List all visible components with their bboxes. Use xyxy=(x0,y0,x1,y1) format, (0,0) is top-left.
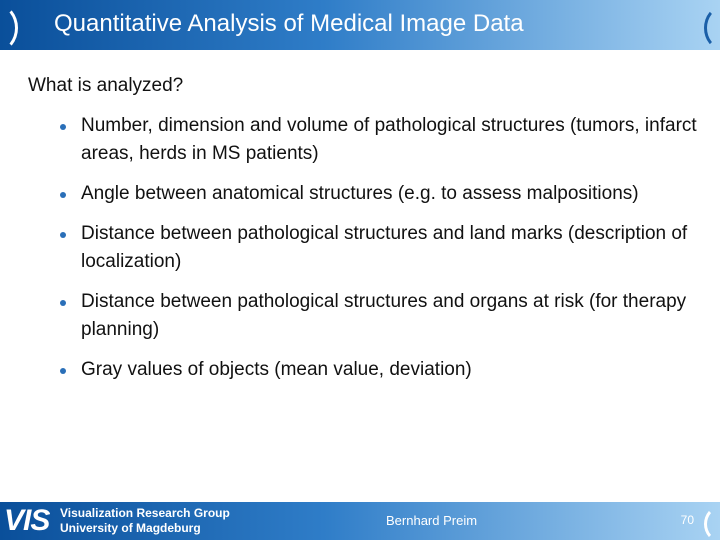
vis-logo: VIS xyxy=(4,504,50,537)
bullet-icon xyxy=(60,232,66,238)
title-bar xyxy=(0,0,720,50)
bullet-text: Distance between pathological structures and land marks (description of localization) xyxy=(81,223,688,272)
bullet-text: Number, dimension and volume of pathological structures (tumors, infarct areas, herds in MS patients) xyxy=(81,115,697,164)
decorative-arc xyxy=(704,506,720,542)
decorative-arc xyxy=(704,6,720,50)
bullet-item xyxy=(0,112,717,168)
bullet-list xyxy=(0,112,717,396)
bullet-text: Gray values of objects (mean value, deviation) xyxy=(81,359,472,380)
footer-bar xyxy=(0,502,720,540)
bullet-text: Angle between anatomical structures (e.g. to assess malpositions) xyxy=(81,183,639,204)
bullet-item xyxy=(0,220,717,276)
slide-title: Quantitative Analysis of Medical Image Data xyxy=(54,10,524,37)
bullet-text: Distance between pathological structures and organs at risk (for therapy planning) xyxy=(81,291,687,340)
bullet-icon xyxy=(60,124,66,130)
author-name: Bernhard Preim xyxy=(386,513,478,528)
group-line-2: University of Magdeburg xyxy=(60,521,201,535)
bullet-icon xyxy=(60,192,66,198)
bullet-item xyxy=(0,356,717,384)
group-line-1: Visualization Research Group xyxy=(60,506,230,520)
intro-question: What is analyzed? xyxy=(28,75,184,96)
bullet-icon xyxy=(60,300,66,306)
bullet-item xyxy=(0,288,717,344)
group-name xyxy=(60,506,230,536)
page-number: 70 xyxy=(680,513,694,527)
bullet-item xyxy=(0,180,717,208)
bullet-icon xyxy=(60,368,66,374)
decorative-arc xyxy=(0,4,18,50)
